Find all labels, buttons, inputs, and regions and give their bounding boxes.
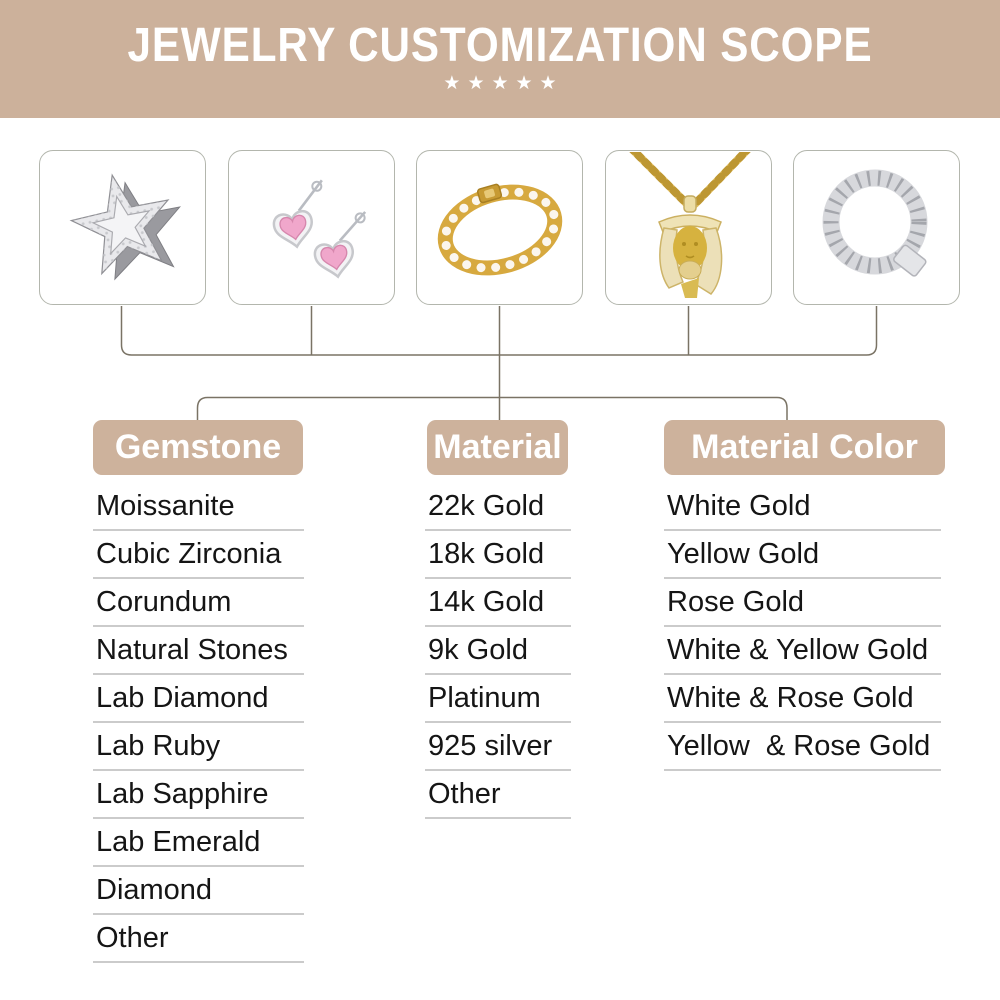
list-item: White & Rose Gold [664, 675, 941, 723]
list-item: 22k Gold [425, 483, 571, 531]
list-item: White & Yellow Gold [664, 627, 941, 675]
list-item: Cubic Zirconia [93, 531, 304, 579]
star-pendant-image [48, 158, 198, 298]
product-card-jesus-pendant [605, 150, 772, 305]
column-header-material-color [664, 420, 945, 475]
column-header-gemstone [93, 420, 303, 475]
page-title: JEWELRY CUSTOMIZATION SCOPE [127, 19, 873, 72]
list-item: Lab Sapphire [93, 771, 304, 819]
list-item: Other [93, 915, 304, 963]
column-header-material [427, 420, 568, 475]
product-card-star-pendant [39, 150, 206, 305]
list-item: 925 silver [425, 723, 571, 771]
list-item: 14k Gold [425, 579, 571, 627]
product-card-cuban-chain [793, 150, 960, 305]
material-list [425, 483, 571, 819]
product-card-heart-earrings [228, 150, 395, 305]
list-item: White Gold [664, 483, 941, 531]
list-item: Other [425, 771, 571, 819]
list-item: Lab Diamond [93, 675, 304, 723]
list-item: Diamond [93, 867, 304, 915]
list-item: Lab Ruby [93, 723, 304, 771]
list-item: Corundum [93, 579, 304, 627]
five-stars-icon: ★★★★★ [443, 73, 564, 94]
gemstone-list [93, 483, 304, 963]
list-item: Yellow Gold [664, 531, 941, 579]
list-item: Rose Gold [664, 579, 941, 627]
pink-heart-earrings-image [237, 158, 387, 298]
column-header-label: Material [433, 428, 562, 466]
list-item: Yellow & Rose Gold [664, 723, 941, 771]
column-header-label: Gemstone [114, 428, 282, 466]
product-card-tennis-bracelet [416, 150, 583, 305]
title-banner [0, 0, 1000, 118]
list-item: Moissanite [93, 483, 304, 531]
list-item: 9k Gold [425, 627, 571, 675]
list-item: 18k Gold [425, 531, 571, 579]
cuban-link-chain-image [802, 158, 952, 298]
list-item: Natural Stones [93, 627, 304, 675]
column-header-label: Material Color [691, 428, 918, 466]
gold-tennis-bracelet-image [425, 158, 575, 298]
list-item: Platinum [425, 675, 571, 723]
list-item: Lab Emerald [93, 819, 304, 867]
material-color-list [664, 483, 941, 771]
jesus-pendant-necklace-image [607, 152, 771, 304]
